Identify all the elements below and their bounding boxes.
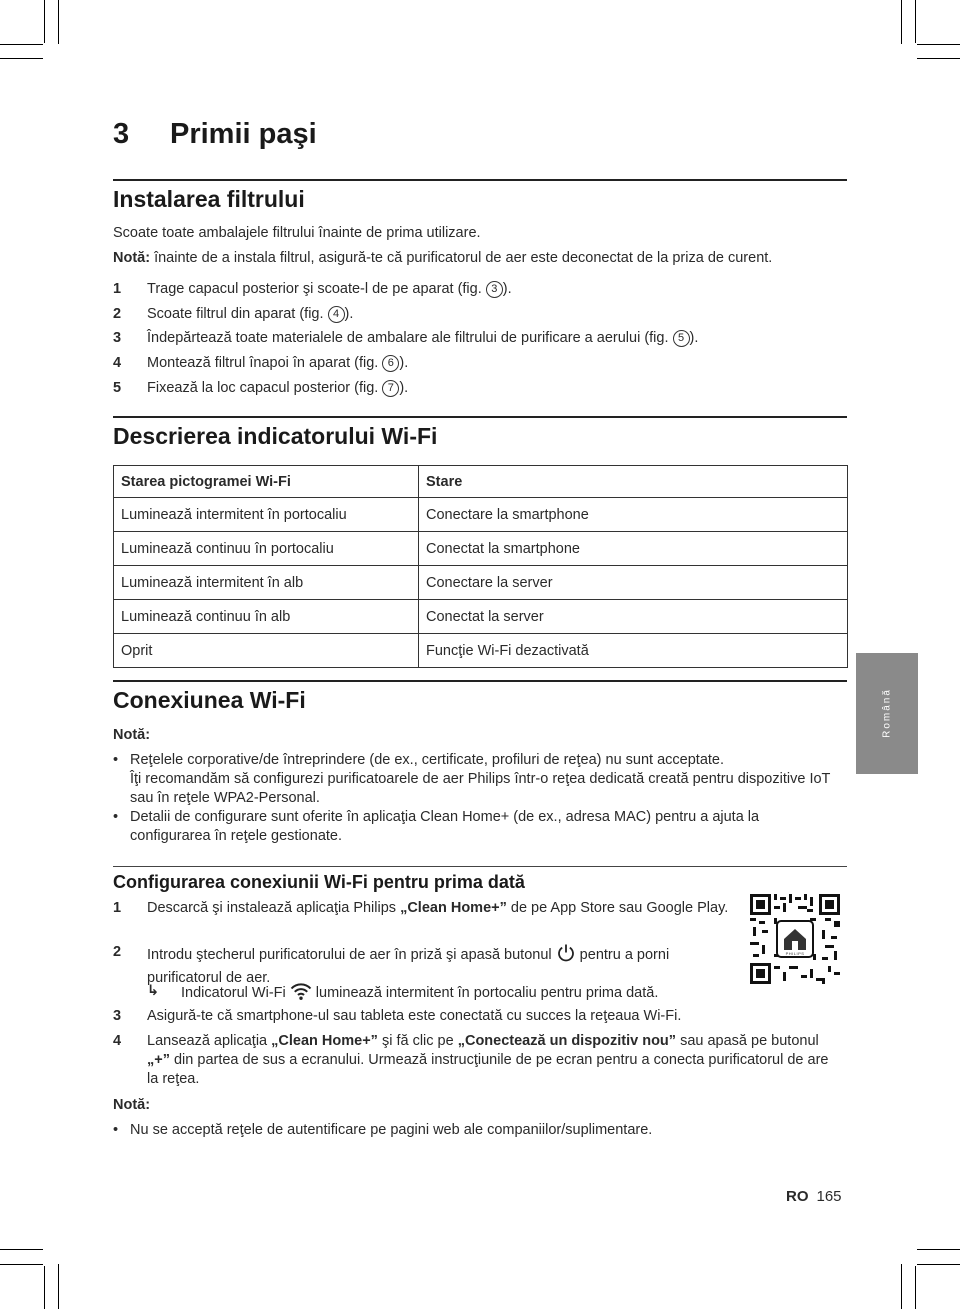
crop-mark	[58, 0, 59, 44]
language-tab-label: Română	[881, 688, 893, 738]
crop-mark	[58, 1264, 59, 1309]
table-cell: Luminează intermitent în portocaliu	[114, 498, 419, 532]
crop-mark	[917, 44, 960, 45]
step-number: 1	[113, 281, 122, 297]
crop-mark	[0, 44, 43, 45]
footer-language: RO	[786, 1188, 809, 1205]
section-divider	[113, 416, 847, 418]
setup-step	[113, 899, 738, 918]
page-footer	[786, 1188, 842, 1205]
connection-heading: Conexiunea Wi-Fi	[113, 687, 306, 713]
step-text: Introdu ştecherul purificatorului de aer în priză şi apasă butonul	[147, 947, 556, 963]
table-cell: Funcţie Wi-Fi dezactivată	[419, 634, 848, 668]
result-text-end: luminează intermitent în portocaliu pentru prima dată.	[311, 985, 659, 1001]
filter-step	[113, 354, 753, 373]
table-cell: Conectare la smartphone	[419, 498, 848, 532]
arrow-result-icon: ↳	[147, 983, 160, 999]
step-number: 3	[113, 330, 122, 346]
step-text-end: ).	[689, 330, 699, 346]
step-text: Scoate filtrul din aparat (fig.	[147, 306, 328, 322]
section-divider	[113, 680, 847, 682]
crop-mark	[0, 58, 43, 59]
filter-step	[113, 280, 753, 299]
step-number: 5	[113, 380, 122, 396]
table-row	[114, 498, 848, 532]
crop-mark	[901, 0, 902, 44]
bullet-glyph: •	[113, 1122, 119, 1138]
action-name: „Conectează un dispozitiv nou”	[457, 1033, 677, 1049]
power-icon	[556, 943, 576, 969]
bullet-glyph: •	[113, 809, 119, 825]
setup-step	[113, 1032, 833, 1089]
step-text: Montează filtrul înapoi în aparat (fig.	[147, 355, 383, 371]
filter-step	[113, 305, 753, 324]
crop-mark	[915, 1266, 916, 1309]
step-text: Descarcă şi instalează aplicaţia Philips	[147, 900, 401, 916]
step-text-end: din partea de sus a ecranului. Urmează instrucţiunile de pe ecran pentru a conecta purificatorul de are la reţea.	[147, 1052, 829, 1087]
qr-brand: PHILIPS	[785, 951, 805, 956]
figure-ref: 6	[382, 355, 399, 372]
indicator-heading: Descrierea indicatorului Wi-Fi	[113, 423, 438, 449]
bullet-text: Nu se acceptă reţele de autentificare pe pagini web ale companiilor/suplimentare.	[130, 1122, 653, 1138]
wifi-status-table	[113, 465, 848, 668]
table-cell: Luminează continuu în alb	[114, 600, 419, 634]
filter-note-text: înainte de a instala filtrul, asigură-te că purificatorul de aer este deconectat de la priza de curent.	[150, 250, 773, 266]
step-number: 1	[113, 900, 122, 916]
table-row	[114, 600, 848, 634]
filter-step	[113, 379, 753, 398]
note-bullet	[113, 751, 833, 808]
note-label: Notă:	[113, 727, 151, 743]
step-result	[147, 982, 767, 1007]
step-number: 2	[113, 944, 122, 960]
crop-mark	[0, 1264, 43, 1265]
table-cell: Oprit	[114, 634, 419, 668]
note-bullet	[113, 808, 833, 846]
step-text: Îndepărtează toate materialele de ambalare ale filtrului de purificare a aerului (fig.	[147, 330, 673, 346]
app-name: „Clean Home+”	[400, 900, 507, 916]
step-text-end: ).	[502, 281, 512, 297]
crop-mark	[44, 0, 45, 43]
step-text-end: ).	[399, 380, 409, 396]
crop-mark	[0, 1249, 43, 1250]
step-text: sau apasă pe butonul	[676, 1033, 819, 1049]
bullet-text-continued: Îţi recomandăm să configurezi purificatoarele de aer Philips într-o reţea dedicată creată pentru dispozitive IoT sau în reţele WPA2-Personal.	[130, 771, 831, 806]
step-text-end: pentru a porni purificatorul de aer.	[147, 947, 670, 986]
table-cell: Conectat la smartphone	[419, 532, 848, 566]
table-cell: Luminează continuu în portocaliu	[114, 532, 419, 566]
table-header-row	[114, 466, 848, 498]
table-cell: Luminează intermitent în alb	[114, 566, 419, 600]
table-row	[114, 634, 848, 668]
crop-mark	[917, 58, 960, 59]
table-cell: Conectat la server	[419, 600, 848, 634]
bullet-text: Detalii de configurare sunt oferite în aplicaţia Clean Home+ (de ex., adresa MAC) pentru a ajuta la configurarea în reţele gestionate.	[130, 809, 760, 844]
subsection-divider	[113, 866, 847, 867]
figure-ref: 4	[328, 306, 345, 323]
result-text: Indicatorul Wi-Fi	[181, 985, 290, 1001]
step-text: şi fă clic pe	[377, 1033, 458, 1049]
step-number: 2	[113, 306, 122, 322]
language-side-tab	[856, 653, 918, 774]
step-text: Trage capacul posterior şi scoate-l de pe aparat (fig.	[147, 281, 486, 297]
step-text-end: ).	[344, 306, 354, 322]
figure-ref: 7	[382, 380, 399, 397]
note-bullet	[113, 1121, 833, 1140]
crop-mark	[915, 0, 916, 43]
filter-step	[113, 329, 813, 348]
plus-button-ref: „+”	[147, 1052, 170, 1068]
crop-mark	[917, 1264, 960, 1265]
figure-ref: 5	[673, 330, 690, 347]
step-text: Lansează aplicaţia	[147, 1033, 272, 1049]
step-number: 3	[113, 1008, 122, 1024]
filter-intro: Scoate toate ambalajele filtrului înainte de prima utilizare.	[113, 225, 481, 241]
note-label: Notă:	[113, 250, 151, 266]
section-divider	[113, 179, 847, 181]
table-cell: Conectare la server	[419, 566, 848, 600]
chapter-title	[113, 118, 317, 151]
filter-heading: Instalarea filtrului	[113, 186, 305, 212]
filter-note	[113, 249, 772, 268]
step-number: 4	[113, 1033, 122, 1049]
chapter-title-text: Primii paşi	[170, 118, 317, 150]
app-name: „Clean Home+”	[271, 1033, 378, 1049]
qr-code	[750, 894, 840, 984]
bullet-text: Reţelele corporative/de întreprindere (de ex., certificate, profiluri de reţea) nu sunt acceptate.	[130, 752, 725, 768]
note-label: Notă:	[113, 1097, 151, 1113]
step-text-end: de pe App Store sau Google Play.	[506, 900, 729, 916]
step-number: 4	[113, 355, 122, 371]
crop-mark	[44, 1266, 45, 1309]
table-header: Starea pictogramei Wi-Fi	[114, 466, 419, 498]
page-number: 165	[816, 1188, 842, 1205]
bullet-glyph: •	[113, 752, 119, 768]
step-text: Fixează la loc capacul posterior (fig.	[147, 380, 383, 396]
wifi-icon	[290, 982, 312, 1007]
chapter-number: 3	[113, 118, 130, 150]
table-row	[114, 532, 848, 566]
setup-step	[113, 1007, 833, 1026]
crop-mark	[901, 1264, 902, 1309]
setup-heading: Configurarea conexiunii Wi-Fi pentru prima dată	[113, 872, 525, 892]
crop-mark	[917, 1249, 960, 1250]
step-text: Asigură-te că smartphone-ul sau tableta este conectată cu succes la reţeaua Wi-Fi.	[147, 1008, 682, 1024]
table-header: Stare	[419, 466, 848, 498]
table-row	[114, 566, 848, 600]
figure-ref: 3	[486, 281, 503, 298]
step-text-end: ).	[399, 355, 409, 371]
